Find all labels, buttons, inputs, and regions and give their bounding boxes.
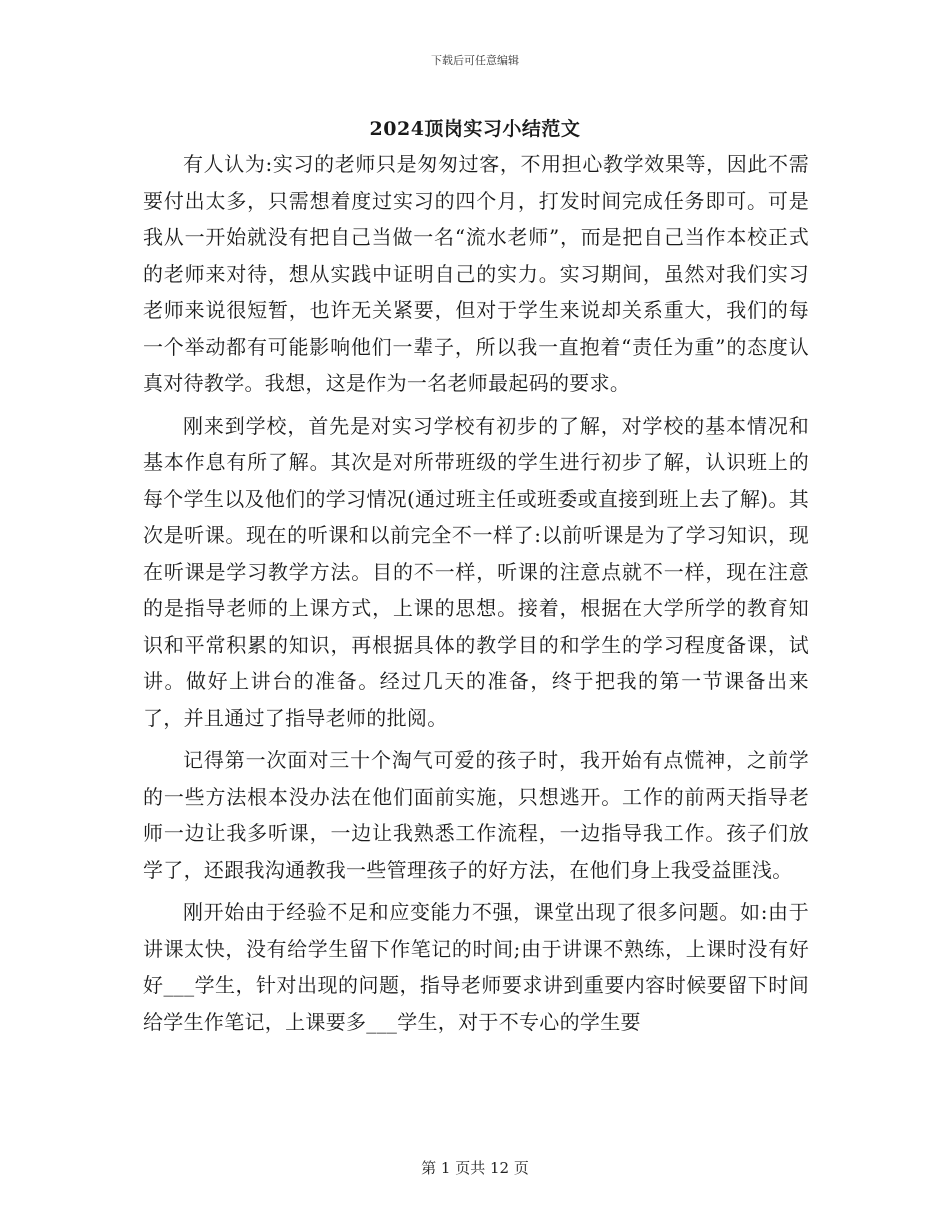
page-header: 下载后可任意编辑 — [431, 54, 519, 67]
paragraph-2: 刚来到学校，首先是对实习学校有初步的了解，对学校的基本情况和基本作息有所了解。其次是对所带班级的学生进行初步了解，认识班上的每个学生以及他们的学习情况(通过班主任或班委或直接到班上去了解)。其次是听课。现在的听课和以前完全不一样了:以前听课是为了学习知识，现在听课是学习教学方法。目的不一样，听课的注意点就不一样，现在注意的是指导老师的上课方式，上课的思想。接着，根据在大学所学的教育知识和平常积累的知识，再根据具体的教学目的和学生的学习程度备课，试讲。做好上讲台的准备。经过几天的准备，终于把我的第一节课备出来了，并且通过了指导老师的批阅。 — [143, 413, 809, 730]
document-title: 2024顶岗实习小结范文 — [369, 118, 581, 140]
paragraph-3: 记得第一次面对三十个淘气可爱的孩子时，我开始有点慌神，之前学的一些方法根本没办法在他们面前实施，只想逃开。工作的前两天指导老师一边让我多听课，一边让我熟悉工作流程，一边指导我工作。孩子们放学了，还跟我沟通教我一些管理孩子的好方法，在他们身上我受益匪浅。 — [143, 748, 809, 882]
document-body — [143, 146, 809, 1046]
page-number: 第 1 页共 12 页 — [421, 1159, 529, 1177]
paragraph-1: 有人认为:实习的老师只是匆匆过客，不用担心教学效果等，因此不需要付出太多，只需想着度过实习的四个月，打发时间完成任务即可。可是我从一开始就没有把自己当做一名“流水老师”，而是把自己当作本校正式的老师来对待，想从实践中证明自己的实力。实习期间，虽然对我们实习老师来说很短暂，也许无关紧要，但对于学生来说却关系重大，我们的每一个举动都有可能影响他们一辈子，所以我一直抱着“责任为重”的态度认真对待教学。我想，这是作为一名老师最起码的要求。 — [143, 152, 809, 395]
paragraph-4: 刚开始由于经验不足和应变能力不强，课堂出现了很多问题。如:由于讲课太快，没有给学生留下作笔记的时间;由于讲课不熟练，上课时没有好好___学生，针对出现的问题，指导老师要求讲到重要内容时候要留下时间给学生作笔记，上课要多___学生，对于不专心的学生要 — [143, 900, 809, 1034]
